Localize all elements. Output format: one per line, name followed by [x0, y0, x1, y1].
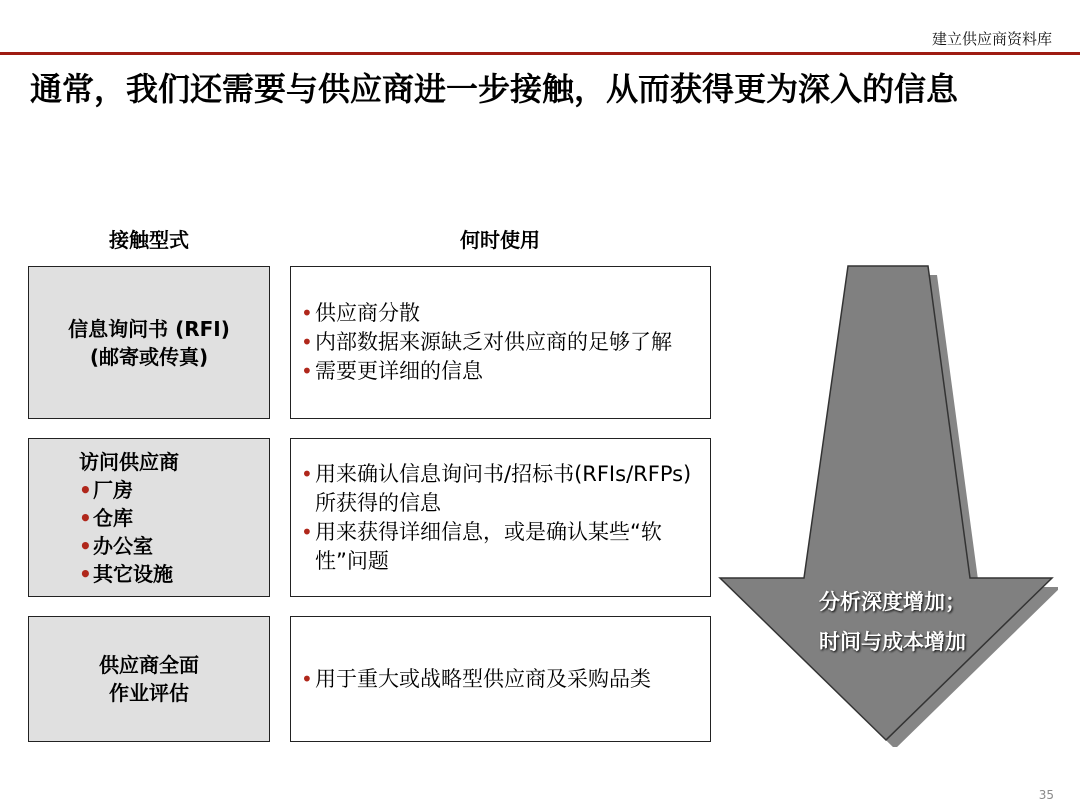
header-section-title: 建立供应商资料库 [931, 30, 1052, 48]
contact-type-box-assessment [28, 616, 270, 742]
contact-type-box-rfi [28, 266, 270, 419]
usage-bullet: • 用来获得详细信息，或是确认某些“软性”问题 [301, 518, 698, 576]
contact-type-label: 访问供应商 [79, 449, 179, 474]
contact-type-sublabel: 作业评估 [109, 681, 189, 705]
header-rule [0, 52, 1080, 55]
contact-type-label: 供应商全面 [99, 653, 199, 677]
usage-bullet: • 用来确认信息询问书/招标书(RFIs/RFPs)所获得的信息 [301, 460, 698, 518]
usage-bullet: • 用于重大或战略型供应商及采购品类 [301, 665, 651, 694]
usage-bullet: • 供应商分散 [301, 299, 672, 328]
contact-type-label: 信息询问书 (RFI) [68, 316, 230, 341]
usage-box-rfi [290, 266, 711, 419]
facility-item: • 厂房 [79, 476, 269, 504]
usage-box-assessment [290, 616, 711, 742]
facility-item: • 仓库 [79, 504, 269, 532]
slide-title: 通常，我们还需要与供应商进一步接触，从而获得更为深入的信息 [30, 70, 959, 108]
column-header-contact-type: 接触型式 [109, 228, 189, 252]
arrow-text-depth: 分析深度增加； [819, 590, 966, 614]
usage-box-visit [290, 438, 711, 597]
down-arrow-icon [718, 262, 1058, 747]
arrow-text-cost: 时间与成本增加 [819, 630, 966, 654]
column-header-when-to-use: 何时使用 [460, 228, 540, 252]
usage-bullet: • 内部数据来源缺乏对供应商的足够了解 [301, 328, 672, 357]
contact-type-sublabel: (邮寄或传真) [89, 344, 209, 369]
contact-type-box-visit [28, 438, 270, 597]
usage-bullet: • 需要更详细的信息 [301, 357, 672, 386]
arrow-shape [720, 266, 1052, 740]
facility-item: • 其它设施 [79, 560, 269, 588]
page-number: 35 [1038, 788, 1054, 802]
facility-item: • 办公室 [79, 532, 269, 560]
